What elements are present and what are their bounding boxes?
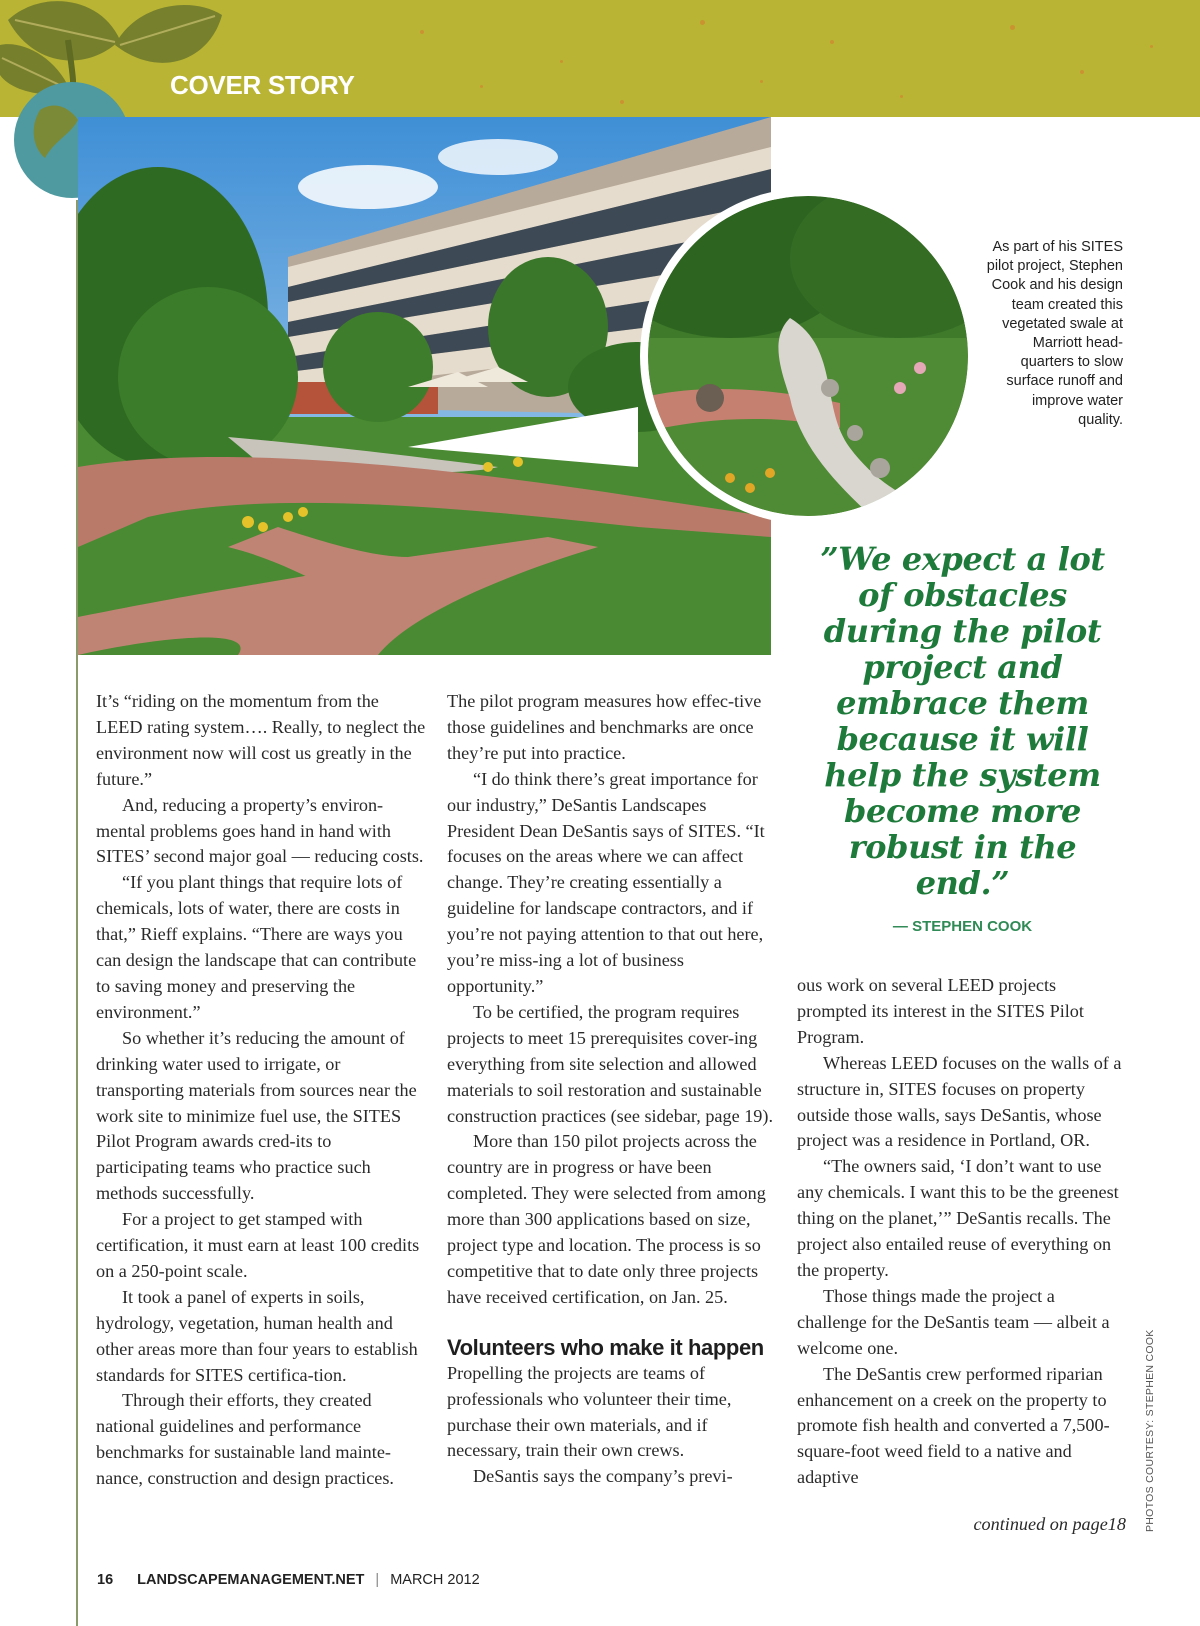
paragraph: ous work on several LEED projects prompted its interest in the SITES Pilot Program.: [797, 975, 1084, 1047]
pull-quote-attribution: — STEPHEN COOK: [892, 918, 1033, 935]
section-label: COVER STORY: [170, 70, 355, 100]
issue-date: MARCH 2012: [390, 1572, 480, 1588]
paragraph: “If you plant things that require lots of chemicals, lots of water, there are costs in that,” Rieff explains. “There are ways you can design the landscape that can contribute to saving money and preserving the environment.”: [96, 872, 417, 1022]
subheading: Volunteers who make it happen: [447, 1334, 764, 1360]
paragraph: Propelling the projects are teams of professionals who volunteer their time, purchase their own materials, and if necessary, train their own crews.: [447, 1362, 732, 1461]
continued-note: continued on page18: [973, 1514, 1126, 1534]
pull-quote: ”We expect a lot of obstacles during the pilot project and embrace them because it will help the system become more robust in the end.”: [820, 540, 1105, 902]
text-column-3: [797, 973, 1127, 1491]
text-column-2: [447, 689, 777, 1490]
footer-separator: |: [375, 1572, 380, 1588]
paragraph: It took a panel of experts in soils, hydrology, vegetation, human health and other areas more than four years to establish standards for SITES certifica-tion.: [96, 1286, 418, 1385]
page-number: 16: [97, 1572, 114, 1588]
page-footer: [97, 1572, 480, 1588]
paragraph: More than 150 pilot projects across the country are in progress or have been completed. They were selected from among more than 300 applications based on size, project type and location. The process is so competitive that to date only three projects have received certification, on Jan. 25.: [447, 1131, 766, 1307]
paragraph: It’s “riding on the momentum from the LEED rating system…. Really, to neglect the environment now will cost us greatly in the future.”: [96, 691, 426, 789]
paragraph: Whereas LEED focuses on the walls of a structure in, SITES focuses on property outside those walls, says DeSantis, whose project was a residence in Portland, OR.: [797, 1052, 1122, 1151]
paragraph: So whether it’s reducing the amount of drinking water used to irrigate, or transporting materials from sources near the work site to minimize fuel use, the SITES Pilot Program awards cred-its to participating teams who practice such methods successfully.: [96, 1027, 417, 1204]
photo-credit: PHOTOS COURTESY: STEPHEN COOK: [1144, 1329, 1156, 1532]
website-link[interactable]: LANDSCAPEMANAGEMENT.NET: [137, 1572, 365, 1588]
paragraph: Those things made the project a challenge for the DeSantis team — albeit a welcome one.: [797, 1285, 1110, 1358]
paragraph: “The owners said, ‘I don’t want to use any chemicals. I want this to be the greenest thing on the planet,’” DeSantis recalls. The project also entailed reuse of everything on the property.: [797, 1156, 1119, 1280]
paragraph: Through their efforts, they created national guidelines and performance benchmarks for sustainable land mainte-nance, construction and design practices.: [96, 1390, 394, 1489]
paragraph: The pilot program measures how effec-tive those guidelines and benchmarks are once they’re put into practice.: [447, 691, 762, 763]
text-column-1: [96, 689, 426, 1492]
paragraph: To be certified, the program requires projects to meet 15 prerequisites cover-ing everything from site selection and allowed materials to soil restoration and sustainable construction practices (see sidebar, page 19).: [447, 1001, 774, 1126]
photo-caption: As part of his SITES pilot project, Stephen Cook and his design team created this vegetated swale at Marriott head-quarters to slow surface runoff and improve water quality.: [986, 239, 1123, 428]
paragraph: “I do think there’s great importance for our industry,” DeSantis Landscapes President Dean DeSantis says of SITES. “It focuses on the areas where we can affect change. They’re creating essentially a guideline for landscape contractors, and if you’re not paying attention to that out here, you’re miss-ing a lot of business opportunity.”: [447, 768, 765, 996]
paragraph: And, reducing a property’s environ-mental problems goes hand in hand with SITES’ second major goal — reducing costs.: [96, 794, 424, 867]
paragraph: The DeSantis crew performed riparian enhancement on a creek on the property to promote fish health and converted a 7,500-square-foot weed field to a native and adaptive: [797, 1363, 1110, 1488]
paragraph: DeSantis says the company’s previ-: [473, 1466, 733, 1487]
paragraph: For a project to get stamped with certification, it must earn at least 100 credits on a 250-point scale.: [96, 1209, 420, 1281]
vegetated-swale-photo: [640, 188, 976, 524]
